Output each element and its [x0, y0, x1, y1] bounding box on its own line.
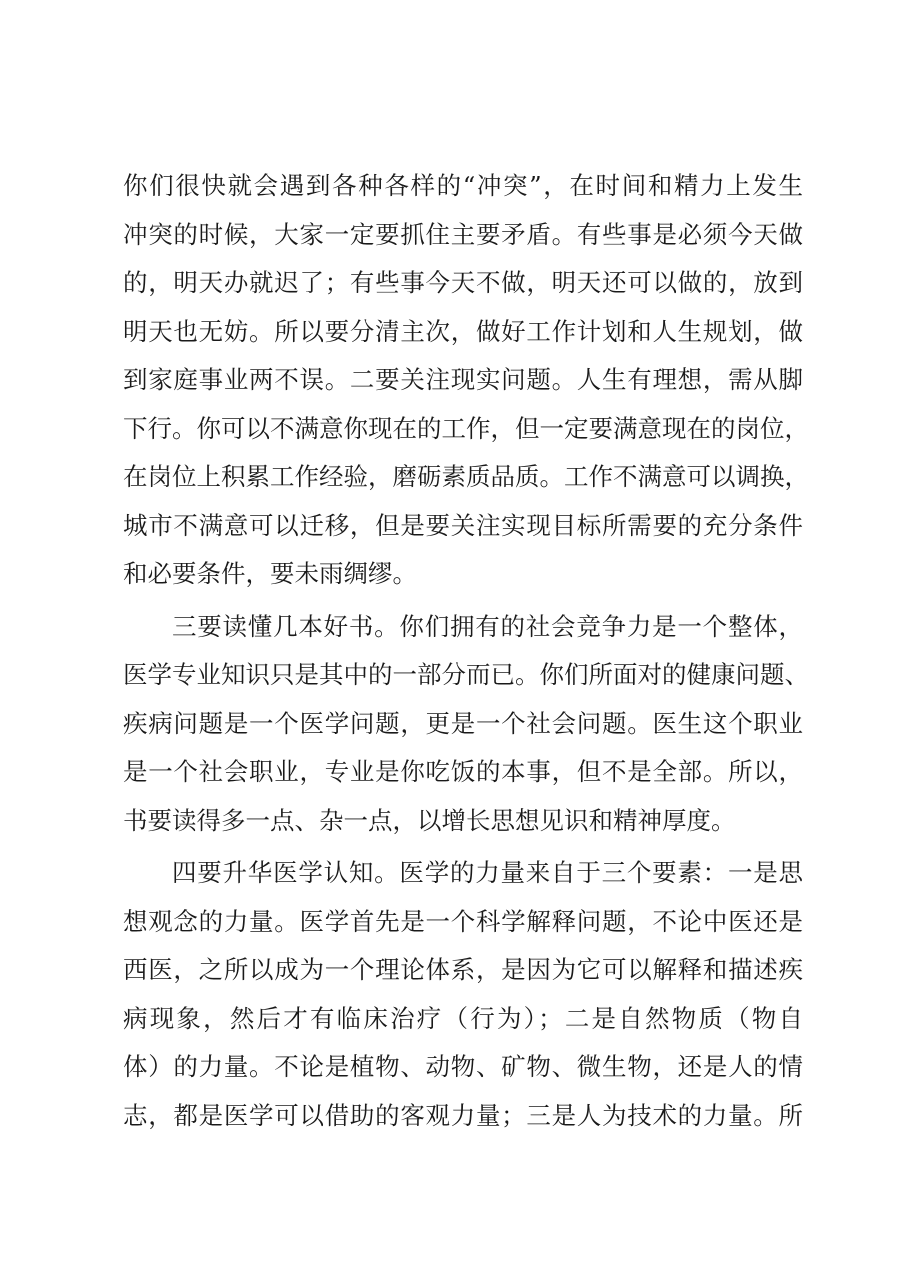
text-line: 书要读得多一点、杂一点，以增长思想见识和精神厚度。	[123, 805, 736, 835]
text-line: 四要升华医学认知。医学的力量来自于三个要素：一是思	[172, 858, 803, 887]
text-line: 体）的力量。不论是植物、动物、矿物、微生物，还是人的情	[123, 1052, 803, 1081]
text-line: 想观念的力量。医学首先是一个科学解释问题，不论中医还是	[123, 906, 803, 936]
text-line: 城市不满意可以迁移，但是要关注实现目标所需要的充分条件	[123, 510, 803, 540]
text-line: 明天也无妨。所以要分清主次，做好工作计划和人生规划，做	[123, 316, 803, 346]
paragraph-3	[123, 849, 803, 1140]
text-line: 你们很快就会遇到各种各样的“冲突”，在时间和精力上发生	[123, 171, 803, 200]
paragraph-1	[123, 162, 809, 599]
paragraph-2	[123, 603, 809, 846]
text-line: 三要读懂几本好书。你们拥有的社会竞争力是一个整体，	[172, 611, 803, 641]
text-line: 和必要条件，要未雨绸缪。	[123, 559, 417, 588]
text-line: 的，明天办就迟了；有些事今天不做，明天还可以做的，放到	[123, 268, 803, 297]
text-line: 疾病问题是一个医学问题，更是一个社会问题。医生这个职业	[123, 708, 803, 738]
text-line: 志，都是医学可以借助的客观力量；三是人为技术的力量。所	[123, 1100, 803, 1130]
text-line: 下行。你可以不满意你现在的工作，但一定要满意现在的岗位，	[123, 413, 809, 443]
text-line: 是一个社会职业，专业是你吃饭的本事，但不是全部。所以，	[123, 757, 803, 786]
text-line: 病现象，然后才有临床治疗（行为）；二是自然物质（物自	[123, 1003, 803, 1033]
text-line: 西医，之所以成为一个理论体系，是因为它可以解释和描述疾	[123, 955, 803, 984]
document-body	[123, 162, 809, 1140]
text-line: 冲突的时候，大家一定要抓住主要矛盾。有些事是必须今天做	[123, 219, 803, 249]
text-line: 医学专业知识只是其中的一部分而已。你们所面对的健康问题、	[123, 660, 809, 689]
text-line: 在岗位上积累工作经验，磨砺素质品质。工作不满意可以调换，	[123, 462, 809, 491]
text-line: 到家庭事业两不误。二要关注现实问题。人生有理想，需从脚	[123, 365, 803, 394]
